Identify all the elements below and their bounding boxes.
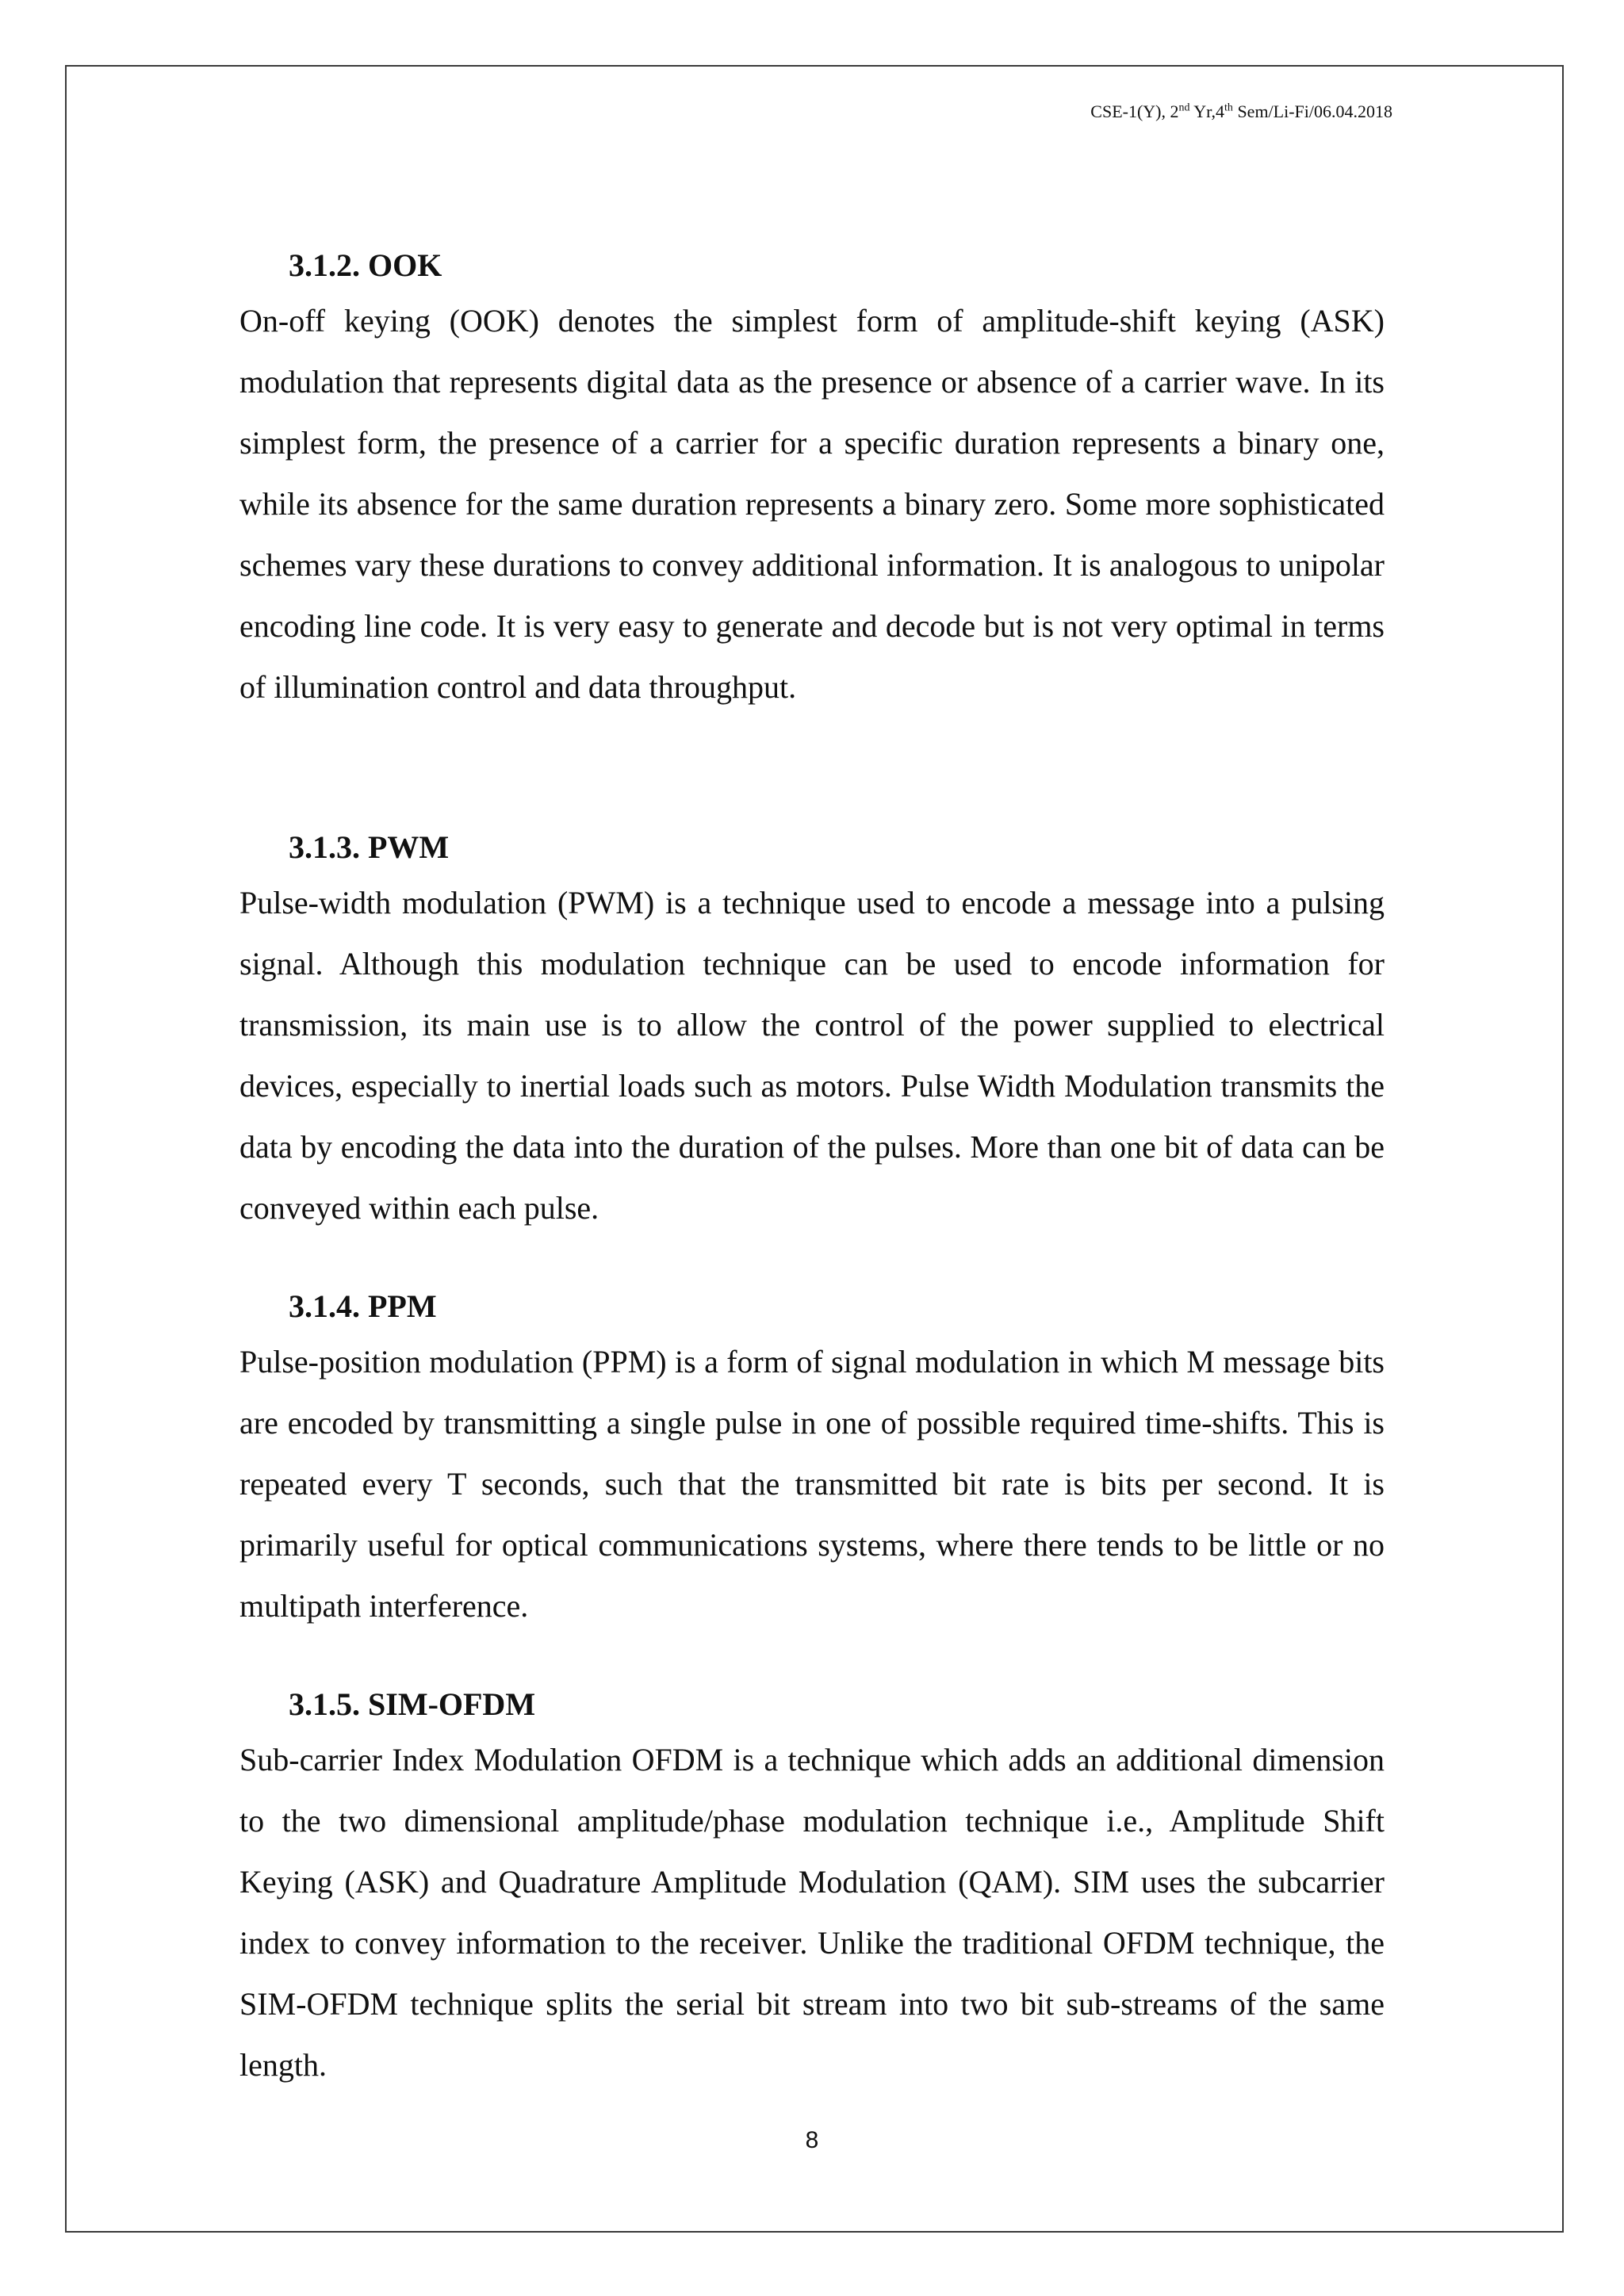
- section-heading: 3.1.2. OOK: [289, 247, 442, 283]
- section-paragraph: Sub-carrier Index Modulation OFDM is a technique which adds an additional dimension to the two dimensional amplitude/phase modulation technique i.e., Amplitude Shift Keying (ASK) and Quadrature Amplitude Modulation (QAM). SIM uses the subcarrier index to convey information to the receiver. Unlike the traditional OFDM technique, the SIM-OFDM technique splits the serial bit stream into two bit sub-streams of the same length.: [239, 1742, 1385, 2083]
- section-paragraph: On-off keying (OOK) denotes the simplest form of amplitude-shift keying (ASK) modulation that represents digital data as the presence or absence of a carrier wave. In its simplest form, the presence of a carrier for a specific duration represents a binary one, while its absence for the same duration represents a binary zero. Some more sophisticated schemes vary these durations to convey additional information. It is analogous to unipolar encoding line code. It is very easy to generate and decode but is not very optimal in terms of illumination control and data throughput.: [239, 303, 1385, 705]
- section-heading: 3.1.3. PWM: [289, 829, 450, 865]
- section-pwm: [239, 825, 1385, 1238]
- header-prefix: CSE-1(Y), 2: [1090, 101, 1179, 121]
- section-ook: [239, 243, 1385, 718]
- section-paragraph: Pulse-position modulation (PPM) is a form of signal modulation in which M message bits are encoded by transmitting a single pulse in one of possible required time-shifts. This is repeated every T seconds, such that the transmitted bit rate is bits per second. It is primarily useful for optical communications systems, where there tends to be little or no multipath interference.: [239, 1344, 1385, 1624]
- section-paragraph: Pulse-width modulation (PWM) is a technique used to encode a message into a pulsing signal. Although this modulation technique can be used to encode information for transmission, its main use is to allow the control of the power supplied to electrical devices, especially to inertial loads such as motors. Pulse Width Modulation transmits the data by encoding the data into the duration of the pulses. More than one bit of data can be conveyed within each pulse.: [239, 885, 1385, 1226]
- header-suffix: Sem/Li-Fi/06.04.2018: [1232, 101, 1392, 121]
- header-mid: Yr,4: [1189, 101, 1225, 121]
- section-heading: 3.1.5. SIM-OFDM: [289, 1686, 536, 1722]
- section-ppm: [239, 1284, 1385, 1636]
- section-sim-ofdm: [239, 1682, 1385, 2095]
- header-sup-1: nd: [1178, 101, 1190, 114]
- running-header: [1090, 101, 1392, 122]
- page-number: 8: [805, 2127, 819, 2153]
- header-sup-2: th: [1224, 101, 1233, 114]
- section-heading: 3.1.4. PPM: [289, 1288, 437, 1324]
